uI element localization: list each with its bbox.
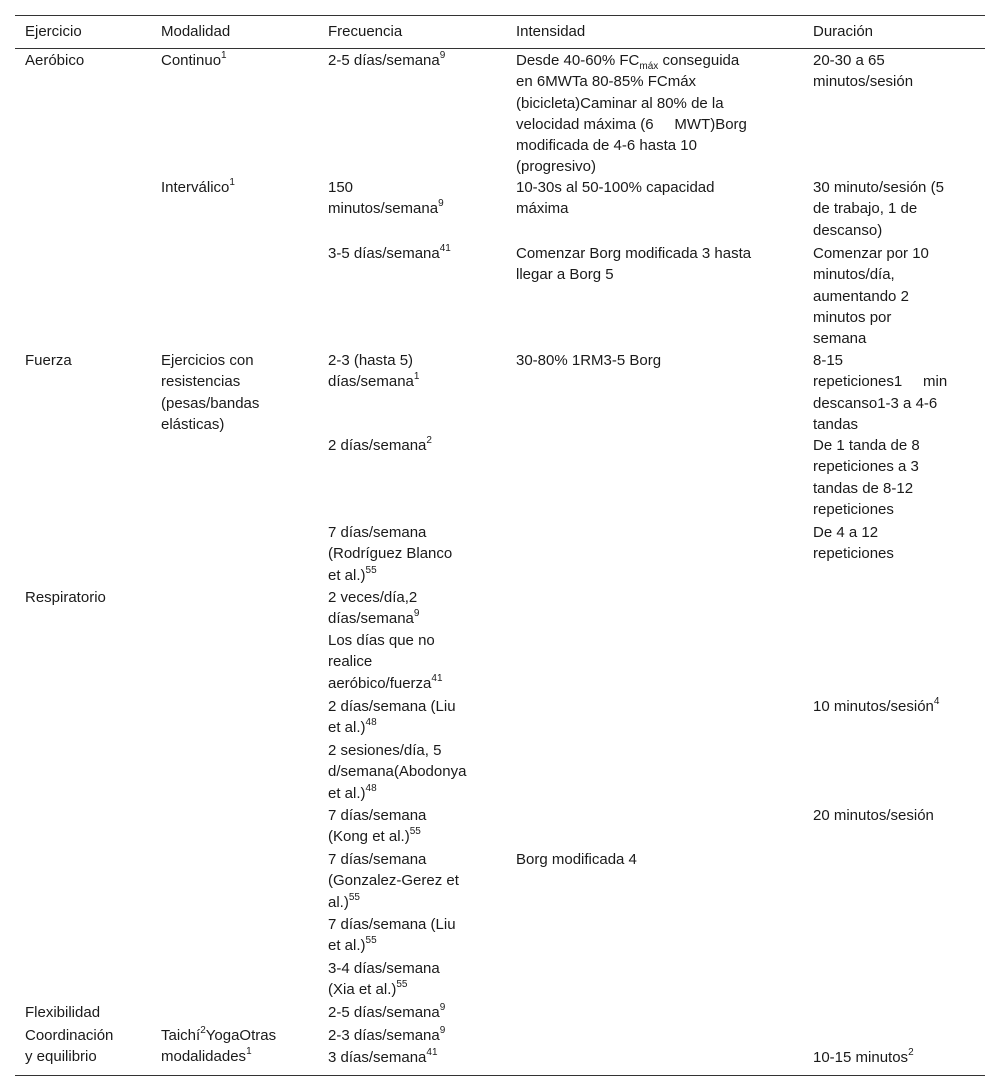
cell-intensidad: 30-80% 1RM3-5 Borg: [516, 352, 662, 369]
cell-intensidad: Desde 40-60% $FC_{máx}$ conseguida en 6MWTa 80-85% FCmáx (bicicleta)Caminar al 80% de la velocidad máxima (6 MWT)Borg modificada de 4-6 hasta 10 (progresivo): [516, 52, 747, 176]
cell-duracion: De 4 a 12 repeticiones: [813, 524, 894, 563]
cell-frecuencia: 2 días/semana$^2$: [328, 435, 432, 454]
cell-ejercicio-coordinacion: Coordinación y equilibrio: [25, 1027, 114, 1066]
cell-frecuencia: Los días que no realice aeróbico/fuerza$^{41}$: [328, 632, 443, 692]
cell-frecuencia: 150 minutos/semana$^9$: [328, 179, 444, 218]
cell-ejercicio-fuerza: Fuerza: [25, 352, 72, 369]
cell-frecuencia: 3 días/semana$^{41}$: [328, 1047, 438, 1066]
cell-intensidad: 10-30s al 50-100% capacidad máxima: [516, 179, 715, 218]
cell-frecuencia: 2 sesiones/día, 5 d/semana(Abodonya et al.)$^{48}$: [328, 742, 467, 802]
header-intensidad: Intensidad: [516, 23, 586, 40]
cell-intensidad: Comenzar Borg modificada 3 hasta llegar a Borg 5: [516, 245, 752, 284]
cell-frecuencia: 7 días/semana (Gonzalez-Gerez et al.)$^{55}$: [328, 851, 459, 911]
cell-frecuencia: 2-5 días/semana$^9$: [328, 50, 446, 69]
cell-duracion: Comenzar por 10 minutos/día, aumentando 2 minutos por semana: [813, 245, 929, 348]
cell-duracion: 20 minutos/sesión: [813, 807, 934, 824]
header-frecuencia: Frecuencia: [328, 23, 403, 40]
cell-modalidad-taichi: Taichí$^2$YogaOtras modalidades$^1$: [161, 1025, 277, 1066]
cell-ejercicio-aerobico: Aeróbico: [25, 52, 85, 69]
header-ejercicio: Ejercicio: [25, 23, 82, 40]
cell-frecuencia: 7 días/semana (Kong et al.)$^{55}$: [328, 807, 427, 846]
cell-duracion: De 1 tanda de 8 repeticiones a 3 tandas de 8-12 repeticiones: [813, 437, 920, 518]
cell-frecuencia: 7 días/semana (Liu et al.)$^{55}$: [328, 916, 456, 955]
cell-frecuencia: 2-3 días/semana$^9$: [328, 1025, 446, 1044]
header-modalidad: Modalidad: [161, 23, 231, 40]
table-bottom-rule: [15, 1075, 985, 1076]
cell-frecuencia: 7 días/semana (Rodríguez Blanco et al.)$^{55}$: [328, 524, 453, 584]
cell-frecuencia: 2-5 días/semana$^9$: [328, 1002, 446, 1021]
cell-frecuencia: 2 veces/día,2 días/semana$^9$: [328, 589, 420, 628]
cell-intensidad: Borg modificada 4: [516, 851, 637, 868]
cell-frecuencia: 2 días/semana (Liu et al.)$^{48}$: [328, 698, 456, 737]
cell-duracion: 10 minutos/sesión$^4$: [813, 696, 940, 715]
cell-duracion: 30 minuto/sesión (5 de trabajo, 1 de descanso): [813, 179, 944, 239]
cell-duracion: 10-15 minutos$^2$: [813, 1047, 914, 1066]
cell-duracion: 8-15 repeticiones1 min descanso1-3 a 4-6 tandas: [813, 352, 948, 433]
cell-ejercicio-respiratorio: Respiratorio: [25, 589, 106, 606]
cell-frecuencia: 2-3 (hasta 5) días/semana$^1$: [328, 352, 420, 391]
table-header-rule: [15, 48, 985, 49]
cell-modalidad-continuo: Continuo$^1$: [161, 50, 227, 69]
cell-frecuencia: 3-5 días/semana$^{41}$: [328, 243, 451, 262]
cell-ejercicio-flexibilidad: Flexibilidad: [25, 1004, 101, 1021]
cell-modalidad-intervalico: Interválico$^1$: [161, 177, 235, 196]
header-duracion: Duración: [813, 23, 874, 40]
cell-frecuencia: 3-4 días/semana (Xia et al.)$^{55}$: [328, 960, 440, 999]
cell-duracion: 20-30 a 65 minutos/sesión: [813, 52, 914, 91]
exercise-table: [15, 15, 985, 1076]
table-top-rule: [15, 15, 985, 16]
cell-modalidad-resistencias: Ejercicios con resistencias (pesas/bandas elásticas): [161, 352, 260, 433]
